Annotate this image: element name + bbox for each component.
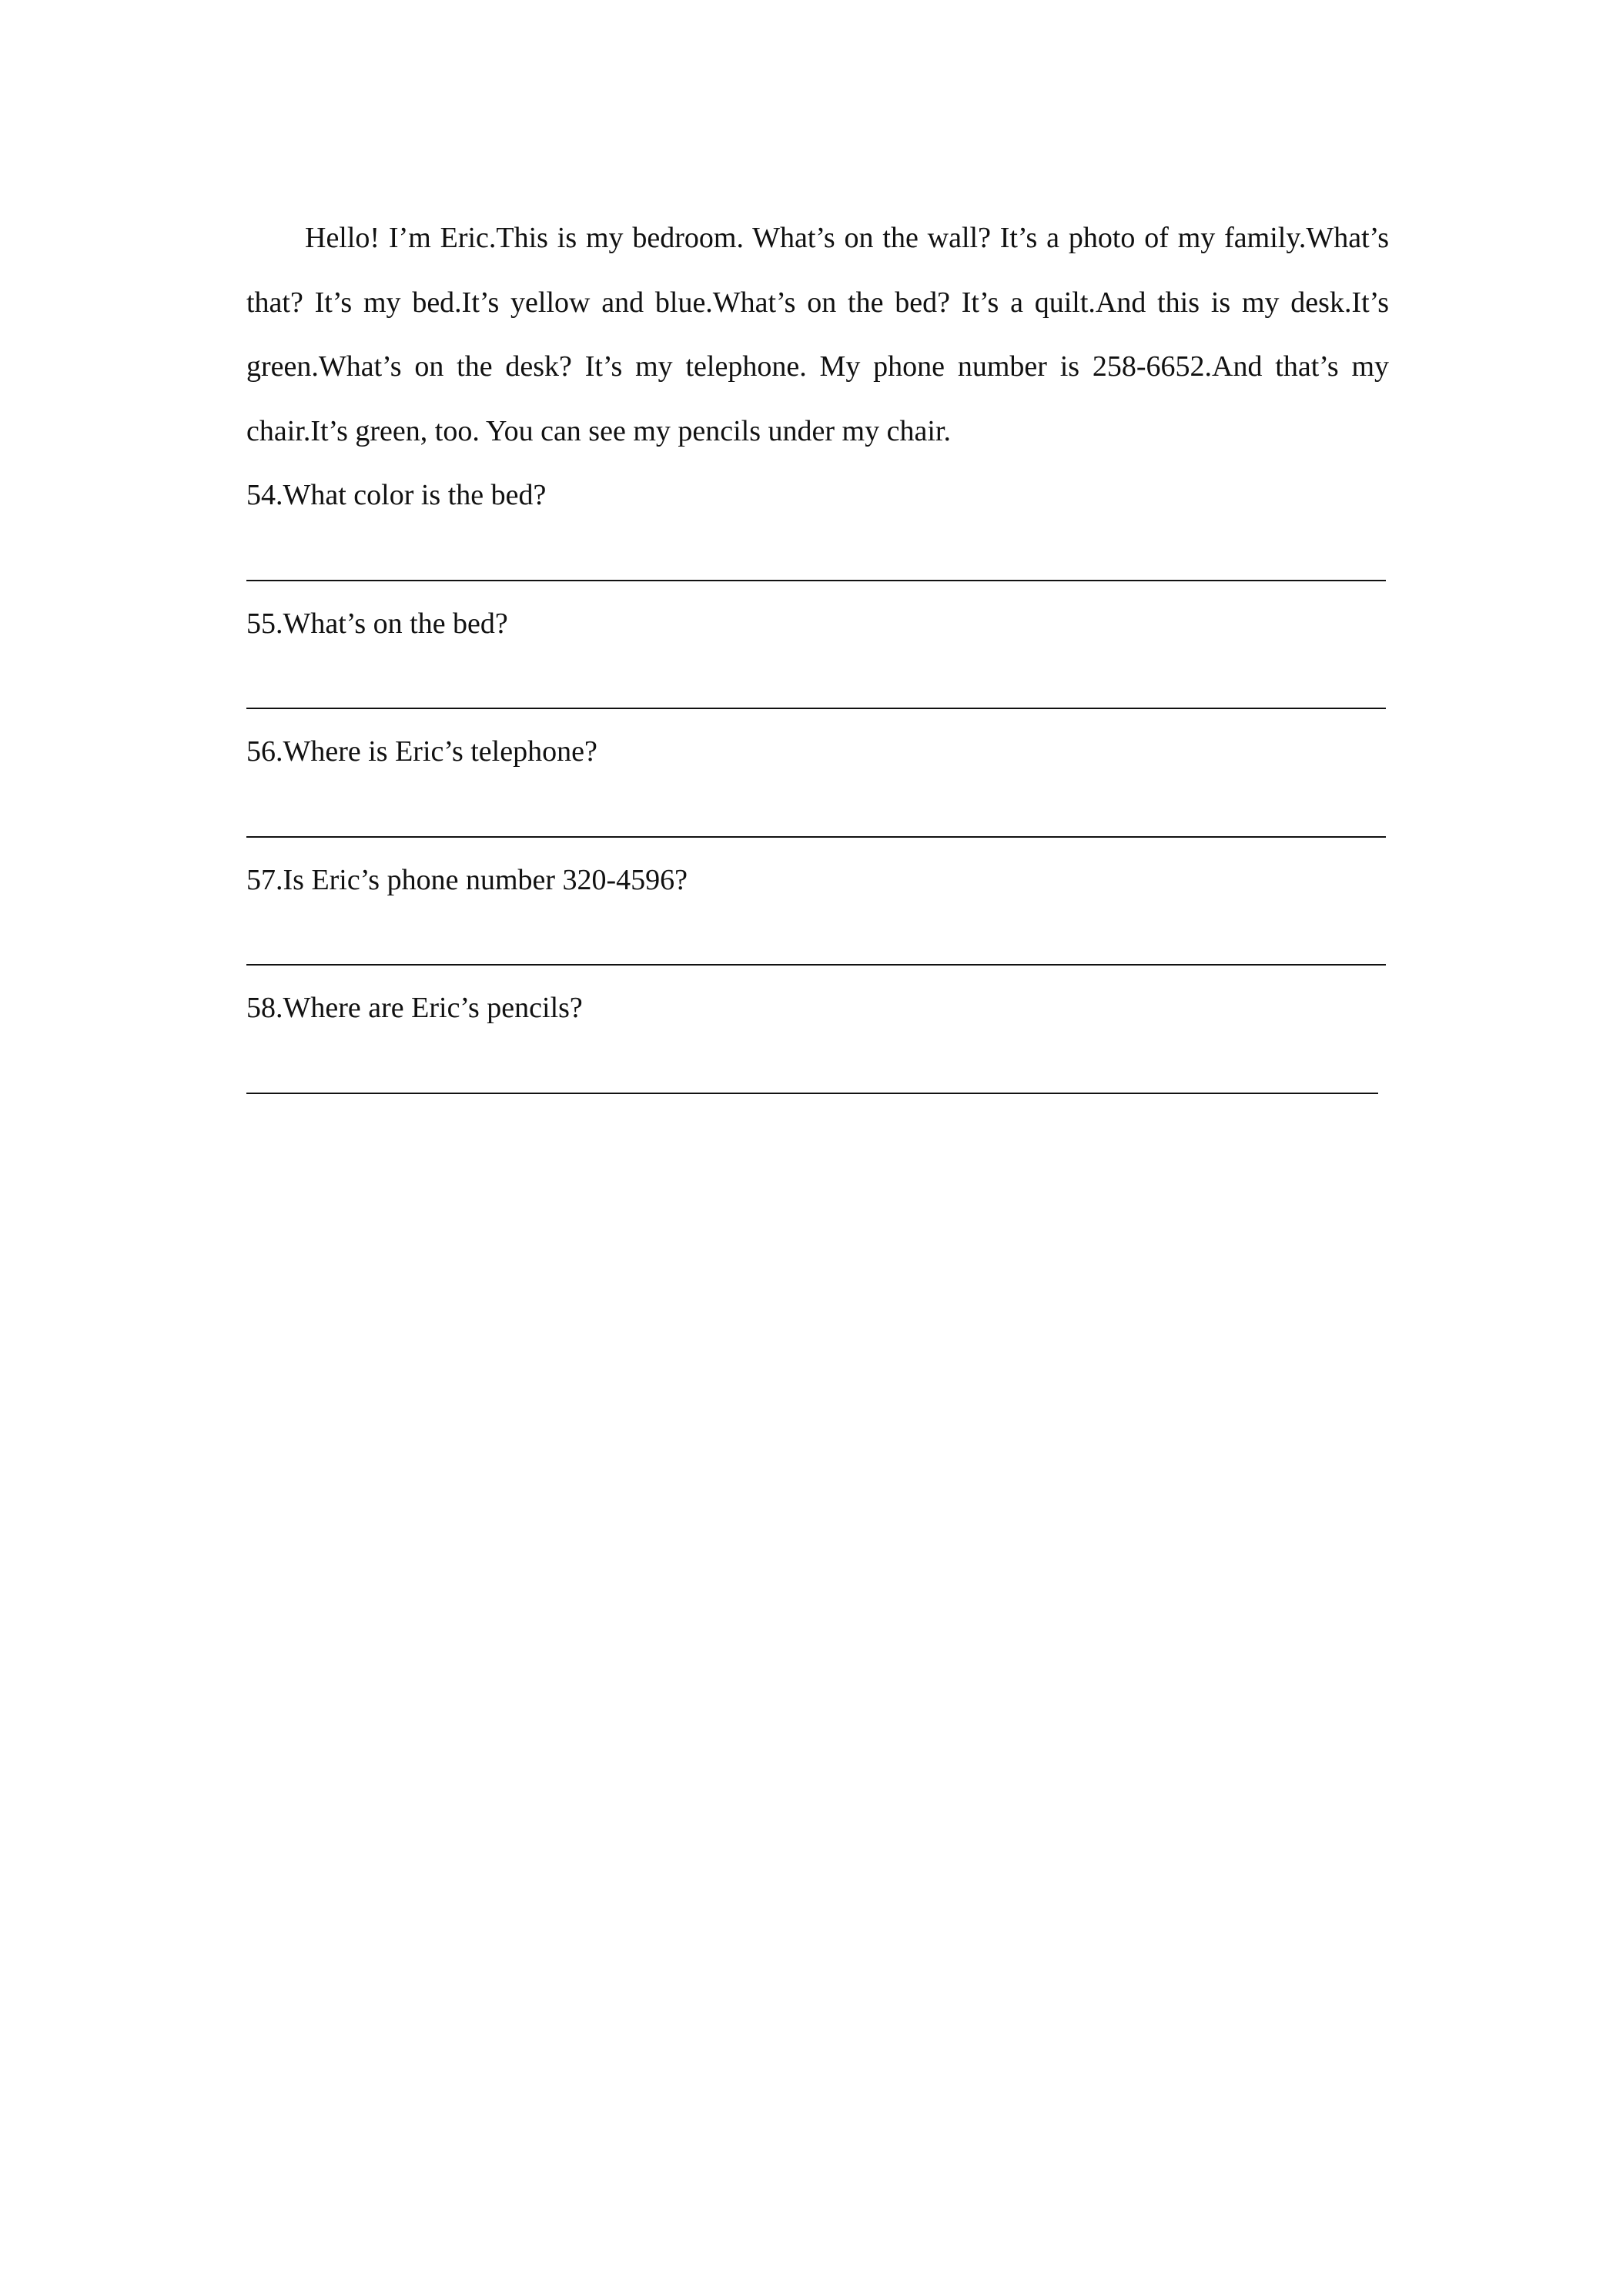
question-text: 54.What color is the bed? <box>246 479 547 511</box>
answer-line[interactable] <box>246 656 1389 720</box>
answer-line[interactable] <box>246 1041 1389 1105</box>
question-text: 55.What’s on the bed? <box>246 607 508 640</box>
answer-line[interactable] <box>246 785 1389 848</box>
answer-underline <box>246 1093 1378 1094</box>
answer-underline <box>246 964 1386 966</box>
answer-underline <box>246 580 1386 581</box>
answer-underline <box>246 708 1386 709</box>
reading-passage: Hello! I’m Eric.This is my bedroom. What’s on the wall? It’s a photo of my family.What’s that? It’s my bed.It’s yellow and blue.What’s on the bed? It’s a quilt.And this is my desk.It’s green.What’s on the desk? It’s my telephone. My phone number is 258-6652.And that’s my chair.It’s green, too. You can see my pencils under my chair. <box>246 222 1389 447</box>
question-text: 58.Where are Eric’s pencils? <box>246 992 583 1024</box>
question-57 <box>246 848 1389 977</box>
question-text: 56.Where is Eric’s telephone? <box>246 735 597 768</box>
question-58 <box>246 976 1389 1105</box>
answer-line[interactable] <box>246 912 1389 976</box>
question-text: 57.Is Eric’s phone number 320-4596? <box>246 863 688 896</box>
answer-line[interactable] <box>246 528 1389 592</box>
reading-section <box>246 206 1389 1105</box>
question-56 <box>246 720 1389 848</box>
question-54 <box>246 464 1389 592</box>
question-55 <box>246 592 1389 721</box>
answer-underline <box>246 836 1386 838</box>
